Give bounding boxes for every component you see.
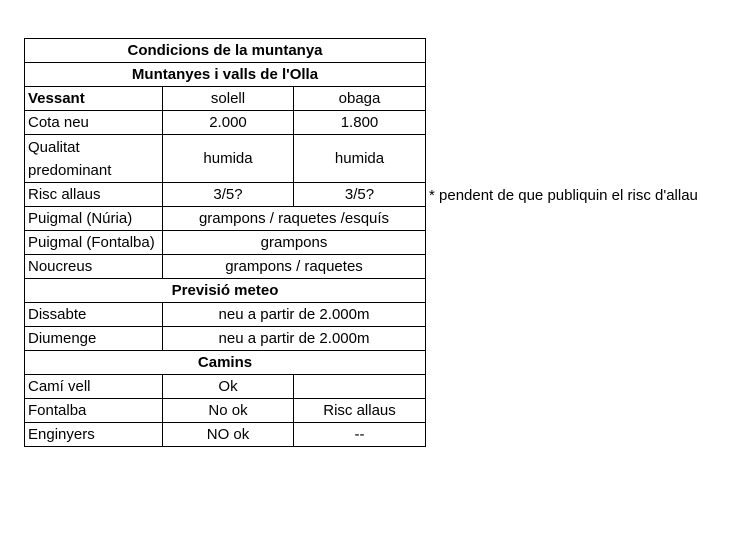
table-row-puigmal-fontalba (25, 231, 426, 255)
column-header-obaga: obaga (294, 87, 426, 111)
row-label: Dissabte (25, 303, 163, 327)
row-label (25, 135, 163, 183)
section-heading-row-meteo (25, 279, 426, 303)
cell-value: -- (294, 423, 426, 447)
vessant-label: Vessant (25, 87, 163, 111)
cell-value (294, 375, 426, 399)
cell-value: 1.800 (294, 111, 426, 135)
table-row-noucreus (25, 255, 426, 279)
row-label: Puigmal (Fontalba) (25, 231, 163, 255)
header-row (25, 87, 426, 111)
row-label: Fontalba (25, 399, 163, 423)
table-row-risc-allaus (25, 183, 426, 207)
row-label: Camí vell (25, 375, 163, 399)
conditions-table (24, 38, 426, 447)
cell-value: NO ok (163, 423, 294, 447)
table-row-diumenge (25, 327, 426, 351)
avalanche-risk-note: * pendent de que publiquin el risc d'allau (429, 187, 698, 204)
table-row-fontalba (25, 399, 426, 423)
cell-value: neu a partir de 2.000m (163, 303, 426, 327)
cell-value: grampons / raquetes /esquís (163, 207, 426, 231)
row-label: Risc allaus (25, 183, 163, 207)
cell-value: grampons (163, 231, 426, 255)
cell-value: grampons / raquetes (163, 255, 426, 279)
table-subtitle-row (25, 63, 426, 87)
row-label-line1: Qualitat (28, 138, 80, 156)
row-label: Cota neu (25, 111, 163, 135)
cell-value: 3/5? (294, 183, 426, 207)
cell-value: No ok (163, 399, 294, 423)
row-label: Enginyers (25, 423, 163, 447)
row-label: Diumenge (25, 327, 163, 351)
row-label-line2: predominant (28, 161, 112, 179)
cell-value: Ok (163, 375, 294, 399)
row-label: Puigmal (Núria) (25, 207, 163, 231)
section-heading-camins: Camins (25, 351, 426, 375)
table-title: Condicions de la muntanya (25, 39, 426, 63)
cell-value: humida (294, 135, 426, 183)
cell-value: 2.000 (163, 111, 294, 135)
section-heading-row-camins (25, 351, 426, 375)
table-row-cami-vell (25, 375, 426, 399)
table-title-row (25, 39, 426, 63)
column-header-solell: solell (163, 87, 294, 111)
table-row-cota-neu (25, 111, 426, 135)
table-row-qualitat (25, 135, 426, 183)
cell-value: 3/5? (163, 183, 294, 207)
cell-value: neu a partir de 2.000m (163, 327, 426, 351)
row-label: Noucreus (25, 255, 163, 279)
table-row-enginyers (25, 423, 426, 447)
table-subtitle: Muntanyes i valls de l'Olla (25, 63, 426, 87)
section-heading-meteo: Previsió meteo (25, 279, 426, 303)
table-row-dissabte (25, 303, 426, 327)
cell-value: Risc allaus (294, 399, 426, 423)
table-row-puigmal-nuria (25, 207, 426, 231)
cell-value: humida (163, 135, 294, 183)
